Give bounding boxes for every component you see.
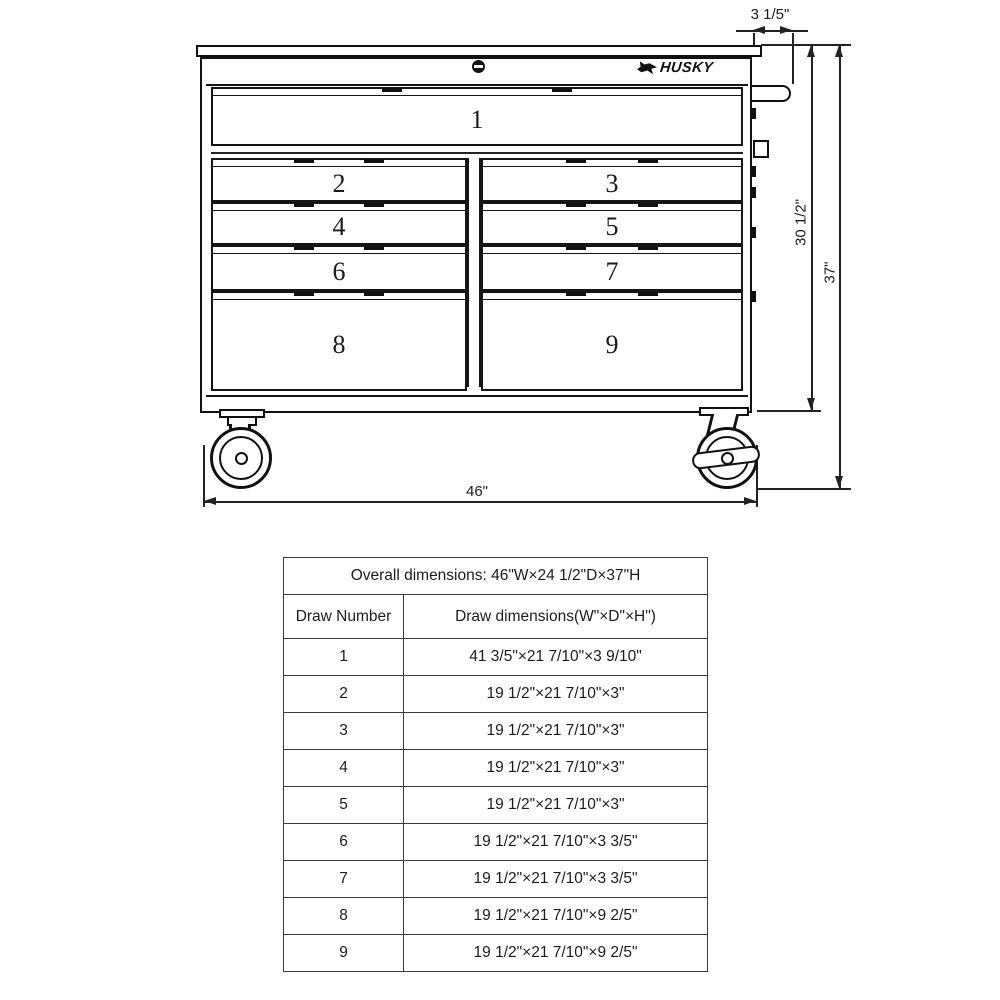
ground-line xyxy=(757,488,851,490)
drawer-number: 4 xyxy=(332,212,346,241)
arrowhead xyxy=(204,497,216,505)
table-row xyxy=(284,824,708,861)
drawer-rail xyxy=(483,247,741,254)
drawer-number: 6 xyxy=(332,256,346,286)
drawer-number: 5 xyxy=(605,212,619,241)
table-title-row xyxy=(284,558,708,595)
husky-logo xyxy=(637,58,713,77)
drawer-rail xyxy=(213,247,465,254)
table-row xyxy=(284,639,708,676)
keylock-icon xyxy=(472,60,485,73)
table-header-row xyxy=(284,595,708,639)
drawer-rail xyxy=(213,160,465,167)
drawer-rail xyxy=(213,204,465,211)
drawer-face xyxy=(213,167,465,200)
drawer-number: 7 xyxy=(605,256,619,286)
draw-dims-cell: 19 1/2"×21 7/10"×9 2/5" xyxy=(404,898,708,935)
drawer-number: 9 xyxy=(605,329,619,359)
drawer-number: 2 xyxy=(332,168,346,198)
drawer-face xyxy=(213,96,741,144)
draw-number-cell: 5 xyxy=(284,787,404,824)
arrowhead xyxy=(807,45,815,57)
arrowhead xyxy=(835,476,843,488)
table-row xyxy=(284,750,708,787)
drawer-rail xyxy=(483,160,741,167)
draw-number-cell: 1 xyxy=(284,639,404,676)
drawer-7 xyxy=(481,245,743,291)
overall-dimensions-title: Overall dimensions: 46"W×24 1/2"D×37"H xyxy=(284,558,708,595)
arrowhead xyxy=(744,497,756,505)
dimensions-table xyxy=(283,557,708,972)
draw-number-cell: 8 xyxy=(284,898,404,935)
draw-number-cell: 3 xyxy=(284,713,404,750)
arrowhead xyxy=(807,398,815,410)
draw-dims-cell: 19 1/2"×21 7/10"×9 2/5" xyxy=(404,935,708,972)
draw-dims-cell: 19 1/2"×21 7/10"×3 3/5" xyxy=(404,861,708,898)
side-bracket xyxy=(753,140,769,158)
drawer-face xyxy=(213,254,465,289)
dim-label-total-height: 37" xyxy=(821,261,839,284)
dim-line-body-height xyxy=(811,46,813,410)
extension-line xyxy=(753,33,755,45)
husky-dog-icon xyxy=(637,60,657,75)
draw-number-cell: 6 xyxy=(284,824,404,861)
extension-line xyxy=(757,410,821,412)
draw-dims-cell: 19 1/2"×21 7/10"×3 3/5" xyxy=(404,824,708,861)
table-row xyxy=(284,713,708,750)
extension-line xyxy=(792,33,794,84)
drawer-face xyxy=(213,211,465,243)
col-header-draw-number: Draw Number xyxy=(284,595,404,639)
dim-label-body-height: 30 1/2" xyxy=(792,198,810,247)
table-row xyxy=(284,676,708,713)
drawer-number: 3 xyxy=(605,168,619,198)
drawer-number: 8 xyxy=(332,329,346,359)
drawer-2 xyxy=(211,158,467,202)
draw-number-cell: 4 xyxy=(284,750,404,787)
side-mount xyxy=(751,108,756,119)
table-row xyxy=(284,935,708,972)
drawer-face xyxy=(483,167,741,200)
drawer-4 xyxy=(211,202,467,245)
drawer-rail xyxy=(213,89,741,96)
side-mount xyxy=(751,291,756,302)
dim-line-width xyxy=(204,501,756,503)
drawer-rail xyxy=(213,293,465,300)
draw-number-cell: 2 xyxy=(284,676,404,713)
drawer-rail xyxy=(483,293,741,300)
drawer-1 xyxy=(211,87,743,146)
dim-label-width: 46" xyxy=(465,483,488,500)
draw-dims-cell: 41 3/5"×21 7/10"×3 9/10" xyxy=(404,639,708,676)
side-mount xyxy=(751,187,756,198)
caster-hub xyxy=(235,452,248,465)
drawer-column-divider xyxy=(467,158,481,387)
drawer-face xyxy=(483,254,741,289)
drawer-rail xyxy=(483,204,741,211)
drawer-3 xyxy=(481,158,743,202)
draw-dims-cell: 19 1/2"×21 7/10"×3" xyxy=(404,787,708,824)
table-row xyxy=(284,787,708,824)
caster-hub xyxy=(721,452,734,465)
arrowhead xyxy=(780,26,792,34)
dim-line-handle xyxy=(736,30,808,32)
drawer-9 xyxy=(481,291,743,391)
drawer-face xyxy=(483,211,741,243)
frame-line xyxy=(211,152,743,154)
table-row xyxy=(284,898,708,935)
arrowhead xyxy=(753,26,765,34)
drawer-face xyxy=(213,300,465,389)
drawer-5 xyxy=(481,202,743,245)
frame-line xyxy=(206,84,748,86)
dim-label-handle: 3 1/5" xyxy=(750,6,790,23)
drawer-face xyxy=(483,300,741,389)
table-row xyxy=(284,861,708,898)
dim-line-total-height xyxy=(839,46,841,488)
arrowhead xyxy=(835,45,843,57)
cabinet-top-panel xyxy=(196,45,762,57)
side-mount xyxy=(751,227,756,238)
drawer-6 xyxy=(211,245,467,291)
frame-line xyxy=(206,395,748,397)
draw-number-cell: 7 xyxy=(284,861,404,898)
draw-number-cell: 9 xyxy=(284,935,404,972)
drawer-number: 1 xyxy=(470,105,484,134)
col-header-draw-dimensions: Draw dimensions(W"×D"×H") xyxy=(404,595,708,639)
side-handle xyxy=(750,85,791,102)
draw-dims-cell: 19 1/2"×21 7/10"×3" xyxy=(404,676,708,713)
side-mount xyxy=(751,166,756,177)
brand-text: HUSKY xyxy=(659,59,715,76)
draw-dims-cell: 19 1/2"×21 7/10"×3" xyxy=(404,750,708,787)
drawer-8 xyxy=(211,291,467,391)
draw-dims-cell: 19 1/2"×21 7/10"×3" xyxy=(404,713,708,750)
